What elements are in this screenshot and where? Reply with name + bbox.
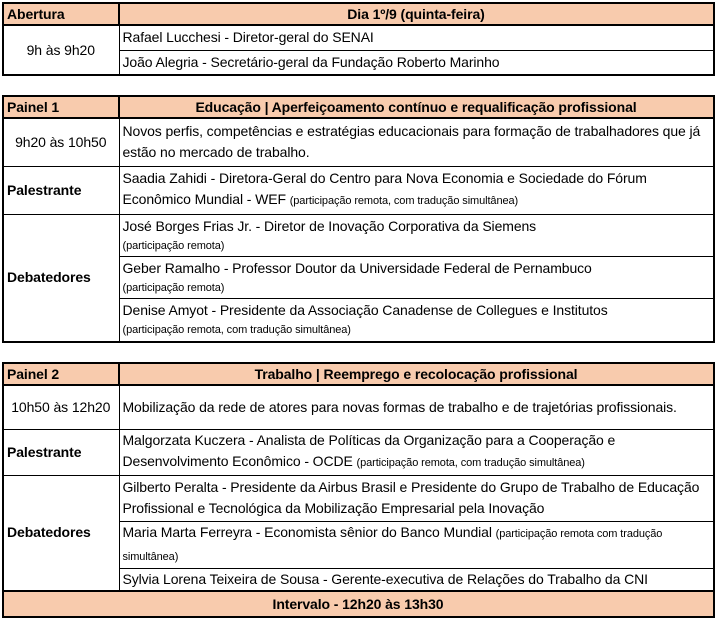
palestrante-text: Saadia Zahidi - Diretora-Geral do Centro para Nova Economia e Sociedade do Fórum Econômico Mundial - WEF xyxy=(122,170,647,207)
participation-note: (participação remota, com tradução simultânea) xyxy=(289,195,519,207)
debatedor-text: Denise Amyot - Presidente da Associação Canadense de Collegues e Institutos xyxy=(122,302,608,319)
painel2-header-row xyxy=(3,363,714,385)
abertura-header-row xyxy=(3,3,714,25)
participation-note: (participação remota, com tradução simultânea) xyxy=(356,457,585,469)
painel1-palestrante-label: Palestrante xyxy=(3,166,119,214)
debatedor-text: Gilberto Peralta - Presidente da Airbus Brasil e Presidente do Grupo de Trabalho de Educação Profissional e Tecnológica da Mobilização Empresarial pela Inovação xyxy=(122,479,700,516)
table-row xyxy=(3,214,714,256)
debatedor-cell xyxy=(119,521,714,568)
participation-note: (participação remota, com tradução simultânea) xyxy=(122,324,351,337)
debatedor-cell xyxy=(119,475,714,521)
participation-note: (participação remota com tradução simultânea) xyxy=(122,527,663,563)
speaker-cell: João Alegria - Secretário-geral da Fundação Roberto Marinho xyxy=(119,50,714,75)
painel1-debatedores-label: Debatedores xyxy=(3,214,119,342)
painel1-description-cell: Novos perfis, competências e estratégias educacionais para formação de trabalhadores que já estão no mercado de trabalho. xyxy=(119,118,714,166)
interval-banner: Intervalo - 12h20 às 13h30 xyxy=(3,591,714,617)
palestrante-cell xyxy=(119,429,714,475)
painel1-theme-title: Educação | Aperfeiçoamento contínuo e requalificação profissional xyxy=(119,96,714,118)
painel2-section-label: Painel 2 xyxy=(3,363,119,385)
abertura-day-title: Dia 1º/9 (quinta-feira) xyxy=(119,3,714,25)
participation-note: (participação remota) xyxy=(122,281,225,294)
debatedor-cell xyxy=(119,298,714,342)
participation-note: (participação remota) xyxy=(122,239,225,252)
painel1-time-cell: 9h20 às 10h50 xyxy=(3,118,119,166)
painel1-table xyxy=(2,95,715,343)
debatedor-text: José Borges Frias Jr. - Diretor de Inovação Corporativa da Siemens xyxy=(122,217,537,234)
abertura-table xyxy=(2,2,715,76)
painel2-debatedores-label: Debatedores xyxy=(3,475,119,591)
table-row xyxy=(3,475,714,521)
debatedor-cell xyxy=(119,214,714,256)
debatedor-text: Maria Marta Ferreyra - Economista sênior do Banco Mundial xyxy=(122,523,492,540)
painel1-header-row xyxy=(3,96,714,118)
debatedor-cell: Sylvia Lorena Teixeira de Sousa - Gerente-executiva de Relações do Trabalho da CNI xyxy=(119,568,714,591)
table-row xyxy=(3,385,714,429)
table-row xyxy=(3,166,714,214)
debatedor-text: Geber Ramalho - Professor Doutor da Universidade Federal de Pernambuco xyxy=(122,259,592,276)
table-row xyxy=(3,429,714,475)
abertura-section-label: Abertura xyxy=(3,3,119,25)
painel1-section-label: Painel 1 xyxy=(3,96,119,118)
palestrante-text: Malgorzata Kuczera - Analista de Políticas da Organização para a Cooperação e Desenvolvimento Econômico - OCDE xyxy=(122,432,616,469)
table-row xyxy=(3,25,714,50)
speaker-cell: Rafael Lucchesi - Diretor-geral do SENAI xyxy=(119,25,714,50)
debatedor-cell xyxy=(119,256,714,298)
painel2-theme-title: Trabalho | Reemprego e recolocação profissional xyxy=(119,363,714,385)
painel2-description-cell: Mobilização da rede de atores para novas formas de trabalho e de trajetórias profissionais. xyxy=(119,385,714,429)
abertura-time-cell: 9h às 9h20 xyxy=(3,25,119,75)
table-row xyxy=(3,591,714,617)
painel2-palestrante-label: Palestrante xyxy=(3,429,119,475)
painel2-table xyxy=(2,362,715,618)
painel2-time-cell: 10h50 às 12h20 xyxy=(3,385,119,429)
palestrante-cell xyxy=(119,166,714,214)
table-row xyxy=(3,118,714,166)
